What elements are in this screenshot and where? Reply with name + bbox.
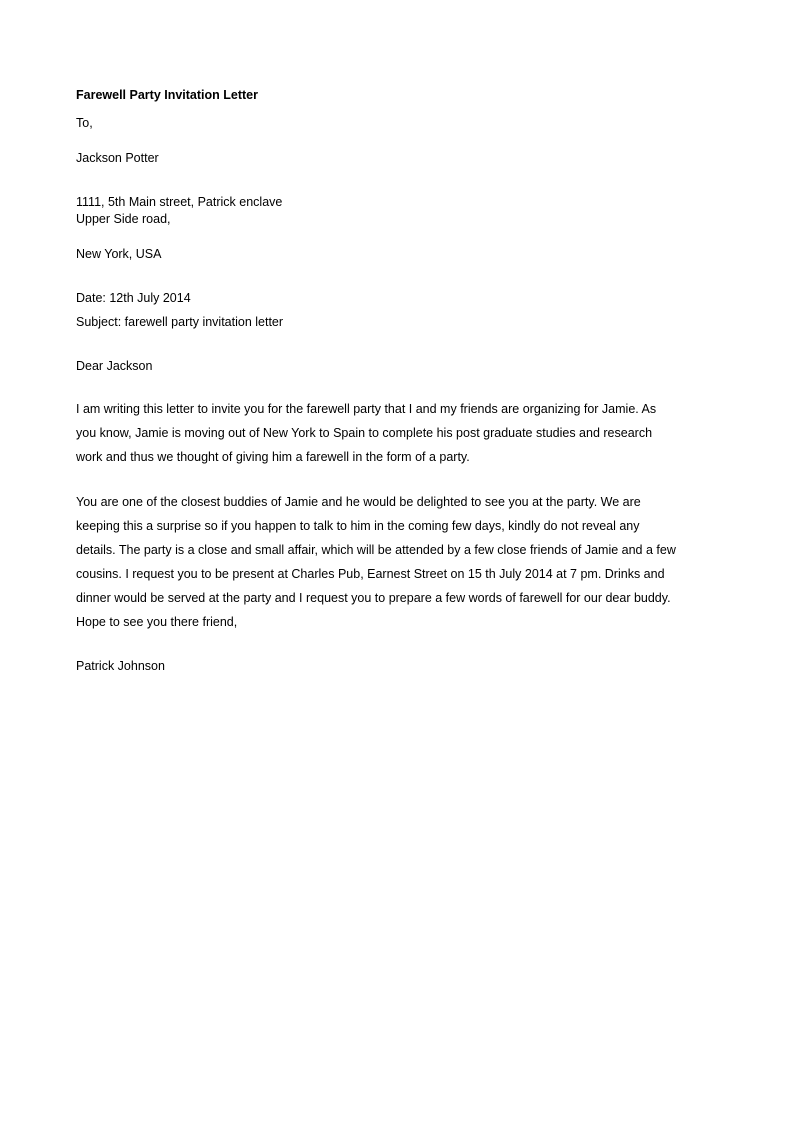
paragraph-line: dinner would be served at the party and I request you to prepare a few words of farewell for our dear buddy. [76,591,671,605]
letter-title: Farewell Party Invitation Letter [76,88,258,102]
greeting: Dear Jackson [76,359,153,373]
letter-subject: Subject: farewell party invitation letter [76,315,284,329]
paragraph-2 [76,490,716,634]
salutation-to: To, [76,116,93,130]
address-line-2: Upper Side road, [76,212,171,226]
paragraph-line: work and thus we thought of giving him a farewell in the form of a party. [76,450,470,464]
paragraph-line: You are one of the closest buddies of Jamie and he would be delighted to see you at the party. We are [76,495,641,509]
paragraph-line: you know, Jamie is moving out of New York to Spain to complete his post graduate studies and research [76,426,653,440]
paragraph-line: cousins. I request you to be present at Charles Pub, Earnest Street on 15 th July 2014 at 7 pm. Drinks and [76,567,665,581]
address-line-3: New York, USA [76,247,162,261]
recipient-name: Jackson Potter [76,151,159,165]
paragraph-1 [76,397,716,469]
signature: Patrick Johnson [76,659,165,673]
paragraph-line: keeping this a surprise so if you happen to talk to him in the coming few days, kindly do not reveal any [76,519,640,533]
paragraph-line: I am writing this letter to invite you for the farewell party that I and my friends are organizing for Jamie. As [76,402,657,416]
paragraph-line: Hope to see you there friend, [76,615,238,629]
letter-date: Date: 12th July 2014 [76,291,191,305]
paragraph-line: details. The party is a close and small affair, which will be attended by a few close friends of Jamie and a few [76,543,676,557]
address-line-1: 1111, 5th Main street, Patrick enclave [76,195,283,209]
